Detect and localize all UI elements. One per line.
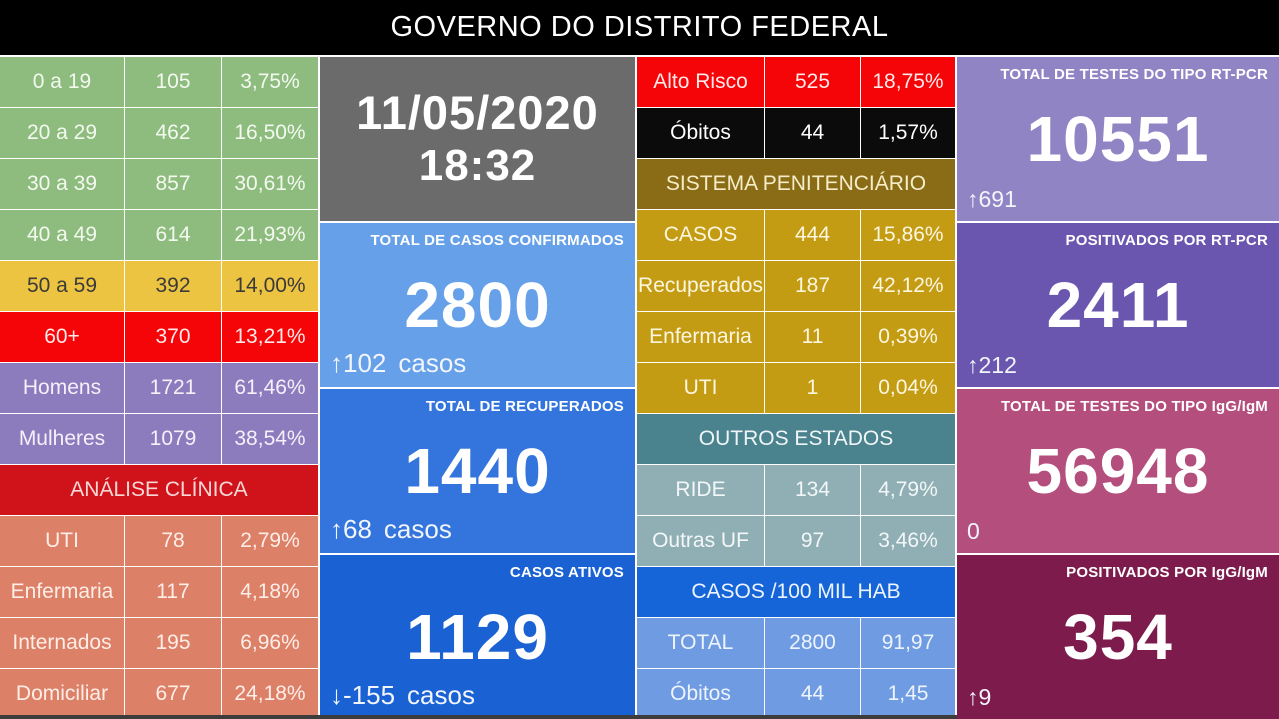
panel-title: POSITIVADOS POR RT-PCR: [1065, 232, 1268, 249]
title-bar: [0, 0, 1279, 55]
row-value: 187: [765, 261, 860, 311]
section-header-label: CASOS /100 MIL HAB: [637, 567, 955, 617]
row-label: Enfermaria: [637, 312, 764, 362]
row-value: 462: [125, 108, 221, 158]
row-percent: 3,75%: [222, 57, 318, 107]
row-percent: 21,93%: [222, 210, 318, 260]
row-label: UTI: [0, 516, 124, 566]
delta-value: 9: [978, 684, 992, 710]
row-label: 20 a 29: [0, 108, 124, 158]
delta-value: -155: [343, 680, 396, 710]
panel-title: CASOS ATIVOS: [509, 564, 624, 581]
tests-column: [957, 57, 1279, 719]
row-label: Mulheres: [0, 414, 124, 464]
panel-active-cases: [320, 555, 635, 719]
section-header-label: ANÁLISE CLÍNICA: [0, 465, 318, 515]
row-value: 677: [125, 669, 221, 719]
up-arrow-icon: ↑: [967, 352, 979, 378]
table-row-age-20-29: [0, 108, 318, 158]
row-label: Recuperados: [637, 261, 764, 311]
section-header-label: OUTROS ESTADOS: [637, 414, 955, 464]
table-row-pen-uti: [637, 363, 955, 413]
table-row-age-30-39: [0, 159, 318, 209]
demographics-column: [0, 57, 318, 719]
row-percent: 0,04%: [861, 363, 955, 413]
row-label: TOTAL: [637, 618, 764, 668]
panel-date-time: [320, 57, 635, 221]
panel-rtpcr-positive: [957, 223, 1279, 387]
panel-delta: [330, 680, 475, 711]
table-row-homens: [0, 363, 318, 413]
row-label: RIDE: [637, 465, 764, 515]
delta-unit: casos: [383, 514, 452, 544]
row-rate: 91,97: [861, 618, 955, 668]
row-value: 195: [125, 618, 221, 668]
table-row-outras-uf: [637, 516, 955, 566]
panel-rtpcr-total: [957, 57, 1279, 221]
row-label: UTI: [637, 363, 764, 413]
row-percent: 6,96%: [222, 618, 318, 668]
table-row-mulheres: [0, 414, 318, 464]
panel-value: 56948: [1026, 435, 1210, 507]
panel-delta: [967, 518, 980, 545]
row-value: 370: [125, 312, 221, 362]
up-arrow-icon: ↑: [330, 514, 343, 544]
panel-title: TOTAL DE RECUPERADOS: [425, 398, 624, 415]
row-percent: 3,46%: [861, 516, 955, 566]
page-title: GOVERNO DO DISTRITO FEDERAL: [390, 11, 889, 43]
panel-value: 10551: [1026, 103, 1210, 175]
table-row-internados: [0, 618, 318, 668]
row-value: 117: [125, 567, 221, 617]
up-arrow-icon: ↑: [967, 186, 979, 212]
row-label: CASOS: [637, 210, 764, 260]
row-value: 105: [125, 57, 221, 107]
delta-unit: casos: [398, 348, 467, 378]
row-percent: 38,54%: [222, 414, 318, 464]
up-arrow-icon: ↑: [330, 348, 343, 378]
row-value: 1079: [125, 414, 221, 464]
row-percent: 4,18%: [222, 567, 318, 617]
table-row-ride: [637, 465, 955, 515]
table-row-age-0-19: [0, 57, 318, 107]
row-value: 44: [765, 669, 860, 719]
section-header-other-states: [637, 414, 955, 464]
row-label: Internados: [0, 618, 124, 668]
table-row-age-40-49: [0, 210, 318, 260]
down-arrow-icon: ↓: [330, 680, 343, 710]
row-label: 0 a 19: [0, 57, 124, 107]
panel-delta: [967, 352, 1017, 379]
panel-total-recovered: [320, 389, 635, 553]
secondary-tables-column: [637, 57, 955, 719]
section-header-label: SISTEMA PENITENCIÁRIO: [637, 159, 955, 209]
cases-column: [320, 57, 635, 719]
delta-value: 102: [343, 348, 387, 378]
delta-value: 691: [978, 186, 1017, 212]
panel-delta: [967, 186, 1017, 213]
row-value: 11: [765, 312, 860, 362]
table-row-pen-enfermaria: [637, 312, 955, 362]
row-value: 97: [765, 516, 860, 566]
table-row-pen-recuperados: [637, 261, 955, 311]
row-label: Homens: [0, 363, 124, 413]
table-row-pen-casos: [637, 210, 955, 260]
row-percent: 18,75%: [861, 57, 955, 107]
section-header-penitentiary: [637, 159, 955, 209]
row-label: Óbitos: [637, 108, 764, 158]
delta-value: 212: [978, 352, 1017, 378]
panel-value: 1440: [404, 435, 551, 507]
panel-total-confirmed: [320, 223, 635, 387]
table-row-per100k-obitos: [637, 669, 955, 719]
row-percent: 61,46%: [222, 363, 318, 413]
panel-delta: [330, 348, 466, 379]
section-header-clinical-analysis: [0, 465, 318, 515]
row-label: 50 a 59: [0, 261, 124, 311]
row-value: 134: [765, 465, 860, 515]
row-label: 30 a 39: [0, 159, 124, 209]
panel-title: TOTAL DE CASOS CONFIRMADOS: [370, 232, 624, 249]
row-value: 614: [125, 210, 221, 260]
up-arrow-icon: ↑: [967, 684, 979, 710]
row-percent: 4,79%: [861, 465, 955, 515]
delta-value: 0: [967, 518, 980, 544]
row-label: Óbitos: [637, 669, 764, 719]
table-row-domiciliar: [0, 669, 318, 719]
delta-value: 68: [343, 514, 372, 544]
panel-value: 2411: [1046, 269, 1190, 341]
delta-unit: casos: [407, 680, 475, 710]
row-percent: 16,50%: [222, 108, 318, 158]
row-percent: 14,00%: [222, 261, 318, 311]
row-label: Alto Risco: [637, 57, 764, 107]
row-rate: 1,45: [861, 669, 955, 719]
row-value: 857: [125, 159, 221, 209]
panel-value: 354: [1063, 601, 1173, 673]
panel-igg-positive: [957, 555, 1279, 719]
panel-delta: [330, 514, 452, 545]
row-label: 60+: [0, 312, 124, 362]
table-row-obitos: [637, 108, 955, 158]
row-value: 444: [765, 210, 860, 260]
row-value: 78: [125, 516, 221, 566]
table-row-enfermaria: [0, 567, 318, 617]
row-value: 1721: [125, 363, 221, 413]
panel-title: POSITIVADOS POR IgG/IgM: [1066, 564, 1268, 581]
row-percent: 1,57%: [861, 108, 955, 158]
table-row-age-50-59: [0, 261, 318, 311]
row-label: Domiciliar: [0, 669, 124, 719]
row-percent: 0,39%: [861, 312, 955, 362]
row-label: Enfermaria: [0, 567, 124, 617]
panel-value: 2800: [404, 269, 551, 341]
section-header-per-100k: [637, 567, 955, 617]
row-value: 392: [125, 261, 221, 311]
row-percent: 13,21%: [222, 312, 318, 362]
row-value: 44: [765, 108, 860, 158]
panel-igg-total: [957, 389, 1279, 553]
row-value: 1: [765, 363, 860, 413]
dashboard-content: [0, 57, 1279, 719]
table-row-per100k-total: [637, 618, 955, 668]
row-value: 525: [765, 57, 860, 107]
row-value: 2800: [765, 618, 860, 668]
panel-value: 1129: [406, 601, 549, 673]
row-percent: 2,79%: [222, 516, 318, 566]
row-percent: 24,18%: [222, 669, 318, 719]
panel-title: TOTAL DE TESTES DO TIPO IgG/IgM: [1000, 398, 1268, 415]
table-row-age-60plus: [0, 312, 318, 362]
report-time: 18:32: [418, 140, 537, 190]
date-time-box: [320, 57, 635, 221]
row-percent: 15,86%: [861, 210, 955, 260]
bottom-border: [0, 715, 957, 719]
panel-delta: [967, 684, 991, 711]
panel-title: TOTAL DE TESTES DO TIPO RT-PCR: [1000, 66, 1268, 83]
row-percent: 42,12%: [861, 261, 955, 311]
table-row-alto-risco: [637, 57, 955, 107]
report-date: 11/05/2020: [356, 85, 599, 139]
row-label: Outras UF: [637, 516, 764, 566]
table-row-uti: [0, 516, 318, 566]
row-label: 40 a 49: [0, 210, 124, 260]
row-percent: 30,61%: [222, 159, 318, 209]
